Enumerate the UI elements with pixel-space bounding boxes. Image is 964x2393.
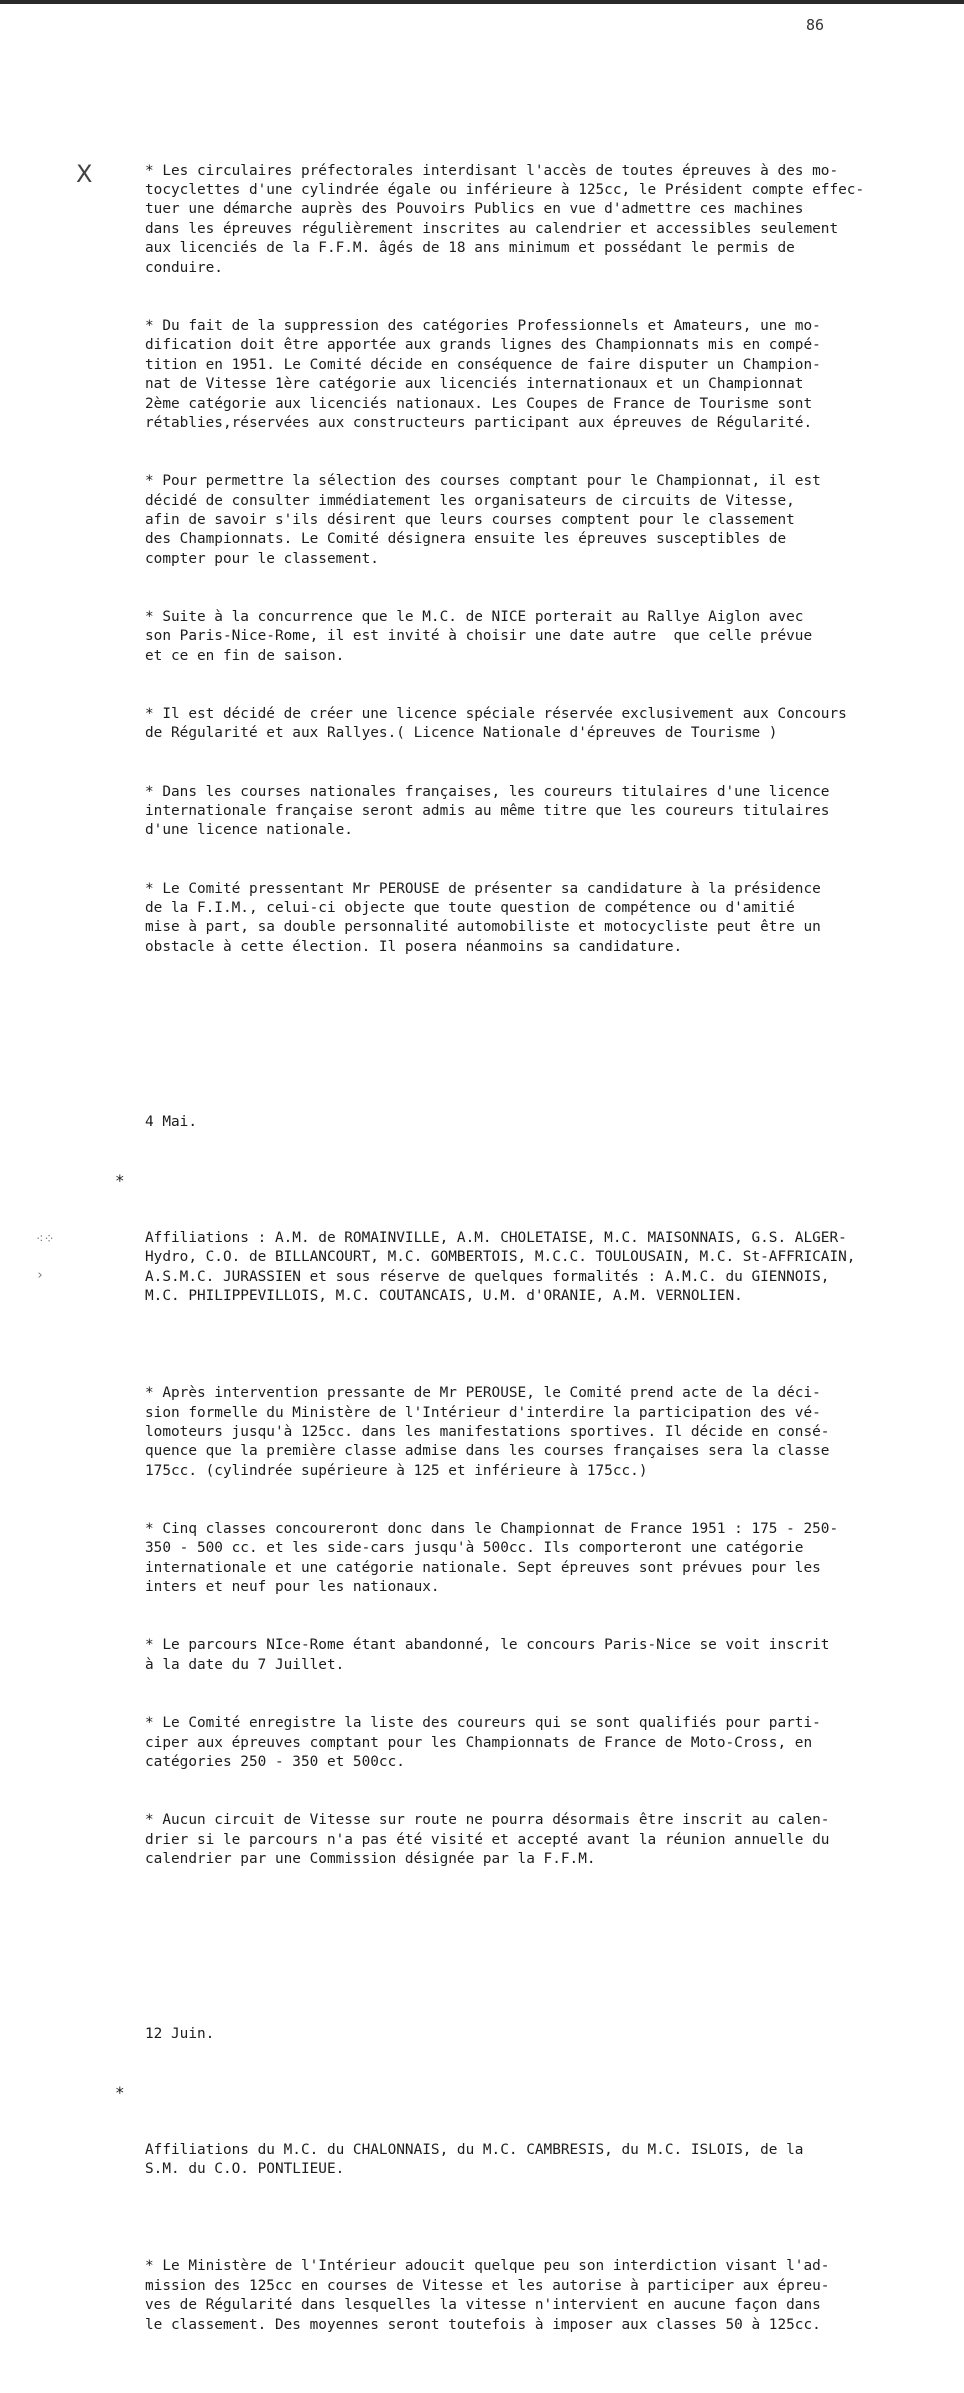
- paragraph: Affiliations : A.M. de ROMAINVILLE, A.M. CHOLETAISE, M.C. MAISONNAIS, G.S. ALGER- Hydro, C.O. de BILLANCOURT, M.C. GOMBERTOIS, M.C.C. TOULOUSAIN, M.C. St-AFFRICAIN, A.S.M.C. JURASSIEN et sous réserve de quelques formalités : A.M.C. du GIENNOIS, M.C. PHILIPPEVILLOIS, M.C. COUTANCAIS, U.M. d'ORANIE, A.M. VERNOLIEN.: [145, 1229, 856, 1305]
- paragraph: * Le Comité enregistre la liste des coureurs qui se sont qualifiés pour parti- ciper aux épreuves comptant pour les Championnats de France de Moto-Cross, en catégories 250 - 350 et 500cc.: [145, 1715, 821, 1770]
- paragraph: * Suite à la concurrence que le M.C. de NICE porterait au Rallye Aiglon avec son Paris-Nice-Rome, il est invité à choisir une date autre que celle prévue et ce en fin de saison.: [145, 608, 813, 664]
- margin-tick-mark: ›: [36, 1268, 44, 1283]
- section-intro: [145, 123, 945, 996]
- section-date-heading: 4 Mai.: [145, 1113, 197, 1130]
- paragraph: * Le Ministère de l'Intérieur adoucit quelque peu son interdiction visant l'ad- mission des 125cc en courses de Vitesse et les autorise à participer aux épreu- ves de Régularité dans lesquelles la vitesse n'intervient en aucune façon dans le classement. Des moyennes seront toutefois à imposer aux classes 50 à 125cc.: [145, 2258, 830, 2333]
- page-number: 86: [806, 16, 825, 34]
- affiliations-block: [115, 1170, 945, 1346]
- margin-star-icon: *: [115, 2082, 125, 2102]
- paragraph: * Du fait de la suppression des catégories Professionnels et Amateurs, une mo- dification doit être apportée aux grands lignes des Championnats mis en compé- tition en 1951. Le Comité décide en conséquence de faire disputer un Champion- nat de Vitesse 1ère catégorie aux licenciés internationaux et un Championnat 2ème catégorie aux licenciés nationaux. Les Coupes de France de Tourisme sont rétablies,réservées aux constructeurs participant aux épreuves de Régularité.: [145, 317, 821, 431]
- paragraph: * Il est décidé de créer une licence spéciale réservée exclusivement aux Concours de Régularité et aux Rallyes.( Licence Nationale d'épreuves de Tourisme ): [145, 706, 847, 742]
- paragraph: * Aucun circuit de Vitesse sur route ne pourra désormais être inscrit au calen- drier si le parcours n'a pas été visité et accepté avant la réunion annuelle du calendrier par une Commission désignée par la F.F.M.: [145, 1812, 830, 1867]
- paragraph: * Les circulaires préfectorales interdisant l'accès de toutes épreuves à des mo- tocyclettes d'une cylindrée égale ou inférieure à 125cc, le Président compte effec- tuer une démarche auprès des Pouvoirs Publics en vue d'admettre ces machines dans les épreuves régulièrement inscrites au calendrier et accessibles seulement aux licenciés de la F.F.M. âgés de 18 ans minimum et possédant le permis de conduire.: [145, 162, 865, 276]
- paragraph: * Le Comité pressentant Mr PEROUSE de présenter sa candidature à la présidence de la F.I.M., celui-ci objecte que toute question de compétence ou d'amitié mise à part, sa double personnalité automobiliste et motocycliste peut être un obstacle à cette élection. Il posera néanmoins sa candidature.: [145, 880, 821, 955]
- paragraph: * Dans les courses nationales françaises, les coureurs titulaires d'une licence internationale française seront admis au même titre que les coureurs titulaires d'une licence nationale.: [145, 783, 830, 839]
- paragraph: * Après intervention pressante de Mr PEROUSE, le Comité prend acte de la déci- sion formelle du Ministère de l'Intérieur d'interdire la participation des vé- lomoteurs jusqu'à 125cc. dans les manifestations sportives. Il décide en consé- quence que la première classe admise dans les courses françaises sera la classe 175cc. (cylindrée supérieure à 125 et inférieure à 175cc.): [145, 1385, 830, 1479]
- paragraph: * Le parcours NIce-Rome étant abandonné, le concours Paris-Nice se voit inscrit à la date du 7 Juillet.: [145, 1637, 830, 1673]
- section-4-mai: [115, 1074, 945, 1908]
- document-body: [115, 84, 945, 2393]
- paragraph: * Cinq classes concoureront donc dans le Championnat de France 1951 : 175 - 250- 350 - 500 cc. et les side-cars jusqu'à 500cc. Ils comporteront une catégorie internationale et une catégorie nationale. Sept épreuves sont prévues pour les inters et neuf pour les nationaux.: [145, 1521, 839, 1596]
- top-border-rule: [0, 0, 964, 4]
- margin-scribble-mark: ⁖⁘: [36, 1232, 55, 1247]
- affiliations-block: [115, 2082, 945, 2219]
- margin-x-mark: X: [76, 160, 93, 188]
- paragraph: Affiliations du M.C. du CHALONNAIS, du M.C. CAMBRESIS, du M.C. ISLOIS, de la S.M. du C.O. PONTLIEUE.: [145, 2142, 804, 2178]
- margin-star-icon: *: [115, 1170, 125, 1190]
- section-12-juin: [115, 1986, 945, 2374]
- section-date-heading: 12 Juin.: [145, 2025, 215, 2042]
- paragraph: * Pour permettre la sélection des courses comptant pour le Championnat, il est décidé de consulter immédiatement les organisateurs de circuits de Vitesse, afin de savoir s'ils désirent que leurs courses comptent pour le classement des Championnats. Le Comité désignera ensuite les épreuves susceptibles de compter pour le classement.: [145, 473, 821, 567]
